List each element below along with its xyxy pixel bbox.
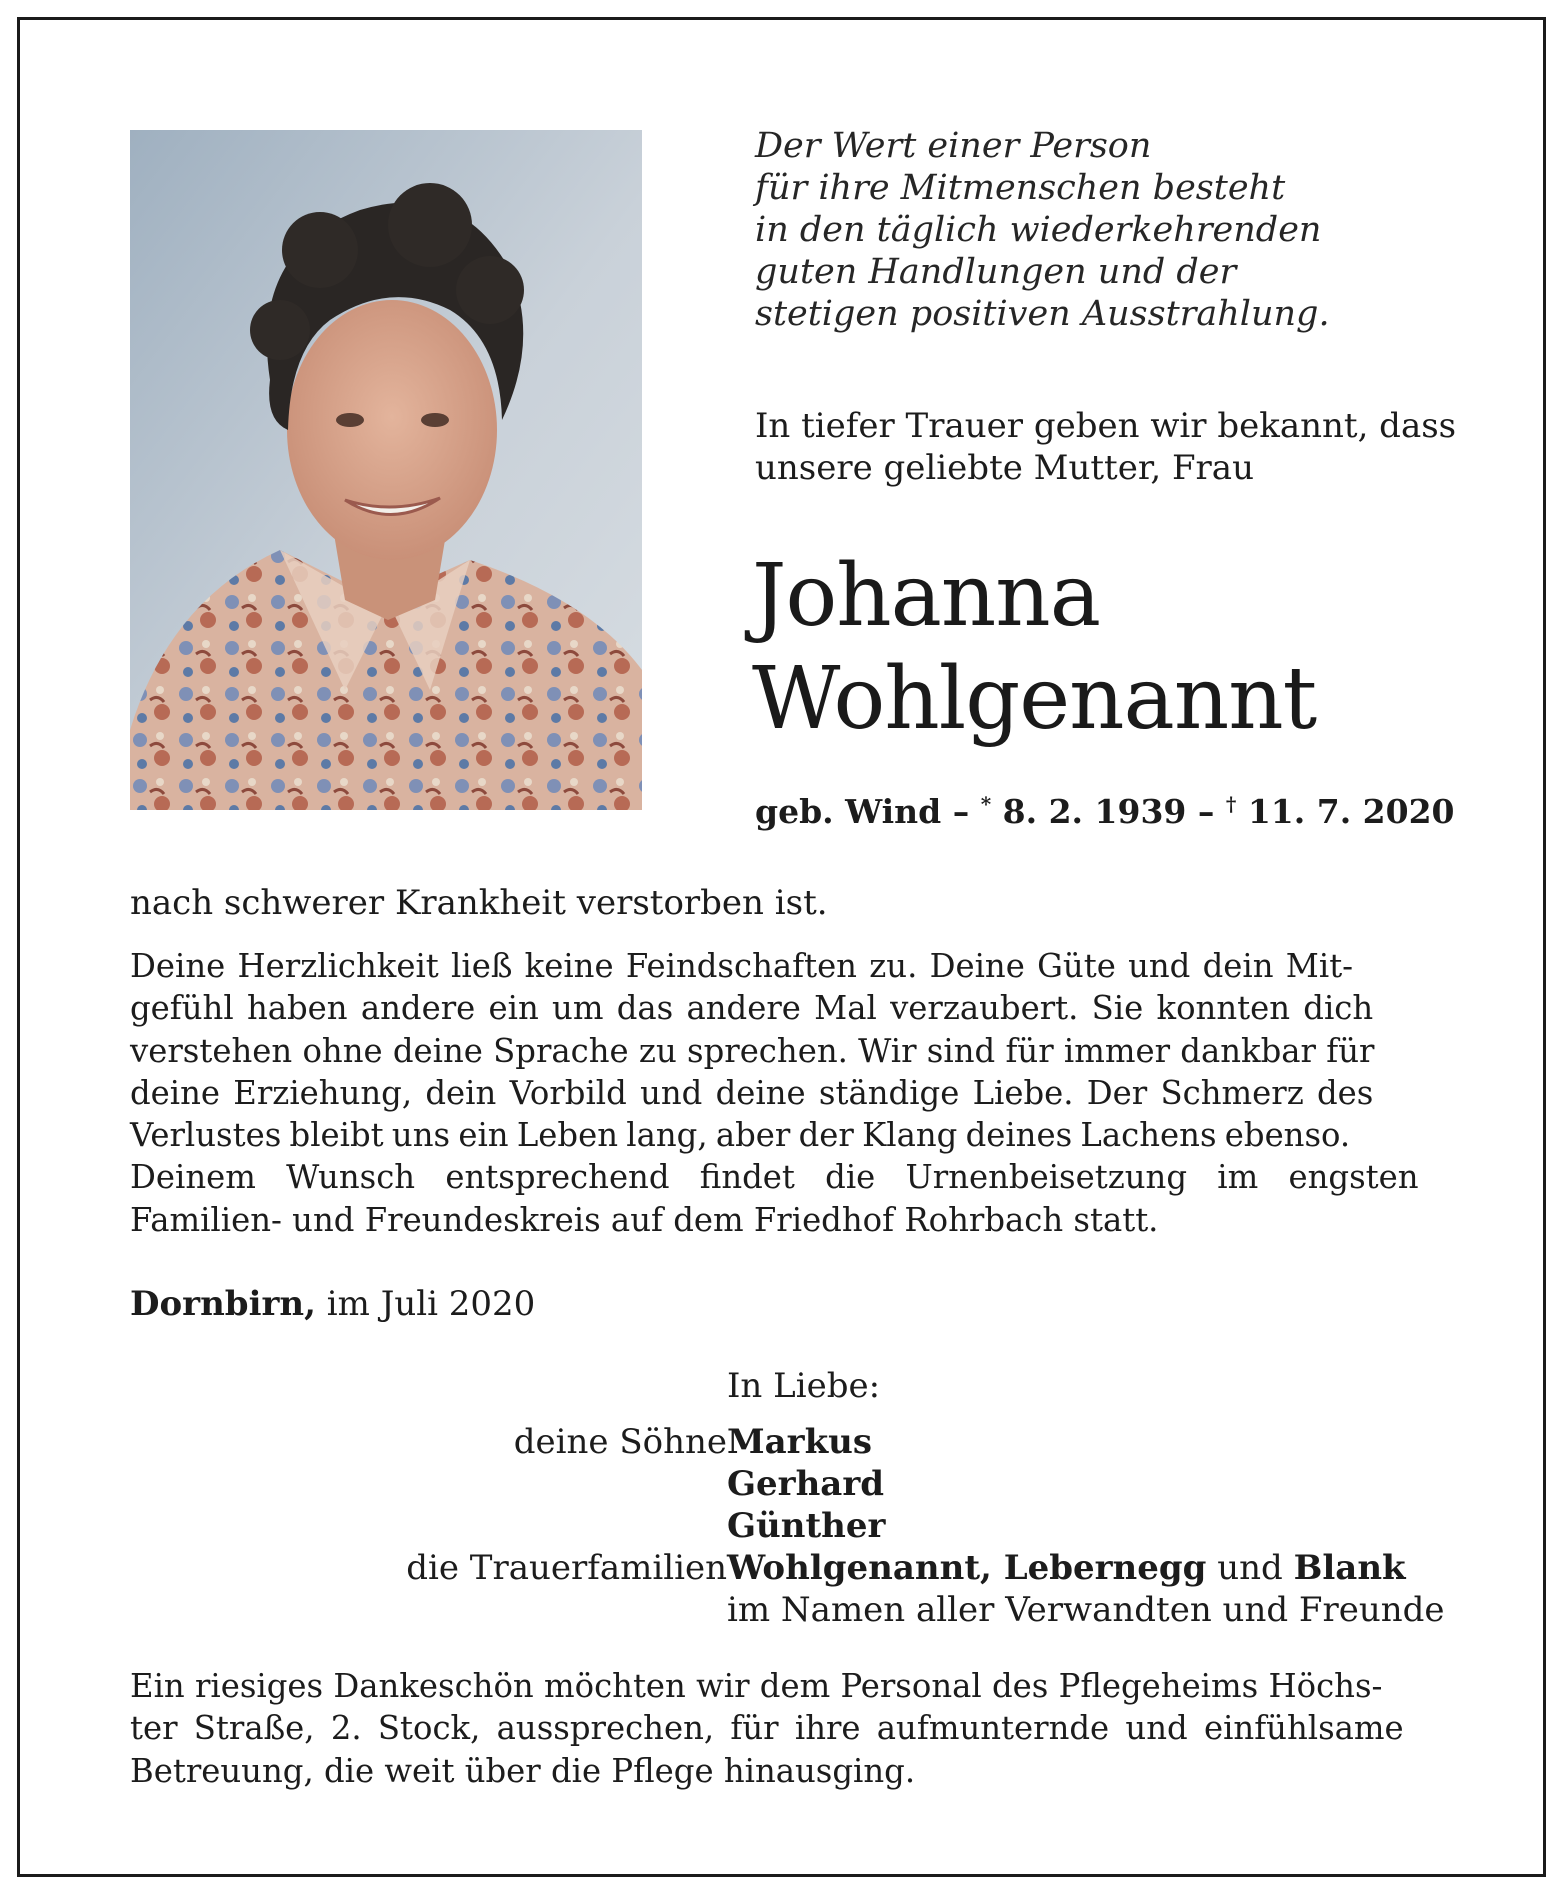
paragraph-line: verstehen ohne deine Sprache zu sprechen. Wir sind für immer dankbar für [130, 1031, 1375, 1070]
paragraph-line: gefühl haben andere ein um das andere Mal verzaubert. Sie konnten dich [130, 989, 1374, 1028]
quote-line: Der Wert einer Person [755, 126, 1152, 166]
announcement-line: unsere geliebte Mutter, Frau [755, 448, 1254, 488]
birth-symbol: * [980, 792, 992, 816]
birth-name: geb. Wind [755, 792, 942, 831]
quote-line: für ihre Mitmenschen besteht [755, 168, 1286, 208]
son-name: Markus [727, 1422, 872, 1462]
thanks-line: Betreuung, die weit über die Pflege hinausging. [130, 1751, 916, 1790]
announcement-line: In tiefer Trauer geben wir bekannt, dass [755, 406, 1457, 446]
son-name: Günther [727, 1506, 886, 1546]
portrait-photo [130, 130, 642, 810]
death-symbol: † [1225, 792, 1237, 816]
life-dates [755, 783, 1455, 833]
quote-line: in den täglich wiederkehrenden [755, 210, 1322, 250]
signature-intro: In Liebe: [727, 1366, 881, 1406]
family-name: Blank [1293, 1548, 1406, 1588]
son-name: Gerhard [727, 1464, 885, 1504]
place: Dornbirn, [130, 1284, 316, 1324]
death-date: 11. 7. 2020 [1236, 792, 1455, 831]
last-name: Wohlgenannt [752, 649, 1317, 749]
paragraph-line: deine Erziehung, dein Vorbild und deine ständige Liebe. Der Schmerz des [130, 1073, 1374, 1112]
paragraph-line: Familien- und Freundeskreis auf dem Friedhof Rohrbach statt. [130, 1200, 1159, 1239]
announcement [755, 405, 1495, 489]
sons-label: deine Söhne [513, 1422, 727, 1462]
signature-closing: im Namen aller Verwandten und Freunde [727, 1590, 1445, 1630]
family-conjunction: und [1206, 1548, 1294, 1588]
date: im Juli 2020 [315, 1284, 536, 1324]
lead-sentence: nach schwerer Krankheit verstorben ist. [130, 883, 828, 923]
paragraph-line: Verlustes bleibt uns ein Leben lang, aber der Klang deines Lachens ebenso. [130, 1116, 1351, 1155]
date-separator: – [1186, 792, 1226, 831]
paragraph-line: Deinem Wunsch entsprechend findet die Urnenbeisetzung im engsten [130, 1158, 1419, 1197]
quote-line: stetigen positiven Ausstrahlung. [755, 294, 1330, 334]
deceased-name [752, 545, 1316, 751]
paragraph-line: Deine Herzlichkeit ließ keine Feindschaften zu. Deine Güte und dein Mit- [130, 947, 1354, 985]
thanks-line: ter Straße, 2. Stock, aussprechen, für ihre aufmunternde und einfühlsame [130, 1709, 1404, 1748]
date-separator: – [941, 792, 981, 831]
thanks-line: Ein riesiges Dankeschön möchten wir dem Personal des Pflegeheims Höchs- [130, 1667, 1383, 1705]
family-name: Wohlgenannt, Lebernegg [727, 1548, 1207, 1588]
families-label: die Trauerfamilien [406, 1548, 727, 1588]
first-name: Johanna [752, 546, 1100, 646]
thanks-paragraph [130, 1665, 1438, 1792]
tribute-paragraph [130, 945, 1438, 1241]
families-names [727, 1547, 1406, 1589]
place-date [130, 1283, 535, 1325]
birth-date: 8. 2. 1939 [991, 792, 1187, 831]
quote-line: guten Handlungen und der [755, 252, 1237, 292]
memorial-quote [755, 125, 1475, 335]
